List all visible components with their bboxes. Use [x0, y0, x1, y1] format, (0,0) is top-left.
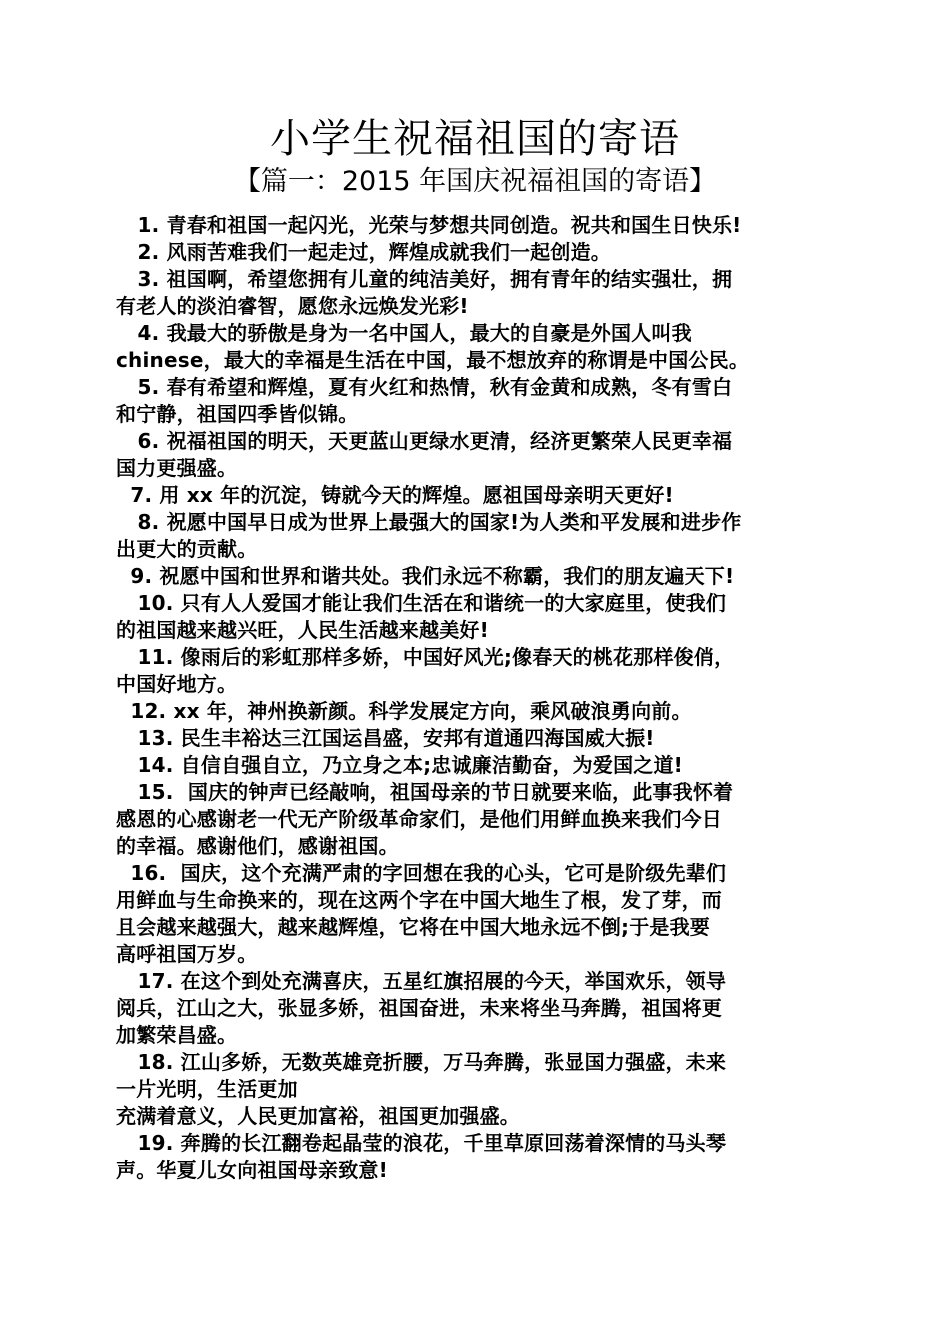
text-line: chinese，最大的幸福是生活在中国，最不想放弃的称谓是中国公民。: [116, 348, 750, 372]
text-line: 4. 我最大的骄傲是身为一名中国人，最大的自豪是外国人叫我: [116, 321, 692, 345]
text-line: 13. 民生丰裕达三江国运昌盛，安邦有道通四海国威大振!: [116, 726, 655, 750]
text-line: 7. 用 xx 年的沉淀，铸就今天的辉煌。愿祖国母亲明天更好!: [116, 483, 674, 507]
document-body: [116, 212, 838, 1184]
text-line: 5. 春有希望和辉煌，夏有火红和热情，秋有金黄和成熟，冬有雪白: [116, 375, 733, 399]
text-line: 1. 青春和祖国一起闪光，光荣与梦想共同创造。祝共和国生日快乐!: [116, 213, 742, 237]
text-line: 18. 江山多娇，无数英雄竞折腰，万马奔腾，张显国力强盛，未来: [116, 1050, 727, 1074]
text-line: 16. 国庆，这个充满严肃的字回想在我的心头，它可是阶级先辈们: [116, 861, 727, 885]
text-line: 和宁静，祖国四季皆似锦。: [116, 402, 359, 426]
text-line: 充满着意义，人民更加富裕，祖国更加强盛。: [116, 1104, 520, 1128]
text-line: 感恩的心感谢老一代无产阶级革命家们，是他们用鲜血换来我们今日: [116, 807, 722, 831]
text-line: 且会越来越强大，越来越辉煌，它将在中国大地永远不倒;于是我要: [116, 915, 710, 939]
text-line: 11. 像雨后的彩虹那样多娇，中国好风光;像春天的桃花那样俊俏，: [116, 645, 735, 669]
text-line: 声。华夏儿女向祖国母亲致意!: [116, 1158, 388, 1182]
text-line: 10. 只有人人爱国才能让我们生活在和谐统一的大家庭里，使我们: [116, 591, 727, 615]
text-line: 高呼祖国万岁。: [116, 942, 258, 966]
text-line: 的幸福。感谢他们，感谢祖国。: [116, 834, 399, 858]
text-line: 用鲜血与生命换来的，现在这两个字在中国大地生了根，发了芽，而: [116, 888, 722, 912]
text-line: 19. 奔腾的长江翻卷起晶莹的浪花，千里草原回荡着深情的马头琴: [116, 1131, 727, 1155]
text-line: 出更大的贡献。: [116, 537, 258, 561]
text-line: 12. xx 年，神州换新颜。科学发展定方向，乘风破浪勇向前。: [116, 699, 692, 723]
text-line: 14. 自信自强自立，乃立身之本;忠诚廉洁勤奋，为爱国之道!: [116, 753, 683, 777]
document-title: 小学生祝福祖国的寄语: [270, 116, 680, 162]
text-line: 加繁荣昌盛。: [116, 1023, 238, 1047]
text-line: 17. 在这个到处充满喜庆，五星红旗招展的今天，举国欢乐，领导: [116, 969, 727, 993]
text-line: 6. 祝福祖国的明天，天更蓝山更绿水更清，经济更繁荣人民更幸福: [116, 429, 733, 453]
text-line: 15. 国庆的钟声已经敲响，祖国母亲的节日就要来临，此事我怀着: [116, 780, 734, 804]
text-line: 阅兵，江山之大，张显多娇，祖国奋进，未来将坐马奔腾，祖国将更: [116, 996, 722, 1020]
text-line: 一片光明，生活更加: [116, 1077, 298, 1101]
document-subtitle: 【篇一：2015 年国庆祝福祖国的寄语】: [233, 166, 717, 197]
text-line: 8. 祝愿中国早日成为世界上最强大的国家!为人类和平发展和进步作: [116, 510, 742, 534]
text-line: 2. 风雨苦难我们一起走过，辉煌成就我们一起创造。: [116, 240, 611, 264]
text-line: 的祖国越来越兴旺，人民生活越来越美好!: [116, 618, 489, 642]
text-line: 3. 祖国啊，希望您拥有儿童的纯洁美好，拥有青年的结实强壮，拥: [116, 267, 733, 291]
text-line: 国力更强盛。: [116, 456, 238, 480]
text-line: 有老人的淡泊睿智，愿您永远焕发光彩!: [116, 294, 469, 318]
text-line: 中国好地方。: [116, 672, 238, 696]
text-line: 9. 祝愿中国和世界和谐共处。我们永远不称霸，我们的朋友遍天下!: [116, 564, 735, 588]
